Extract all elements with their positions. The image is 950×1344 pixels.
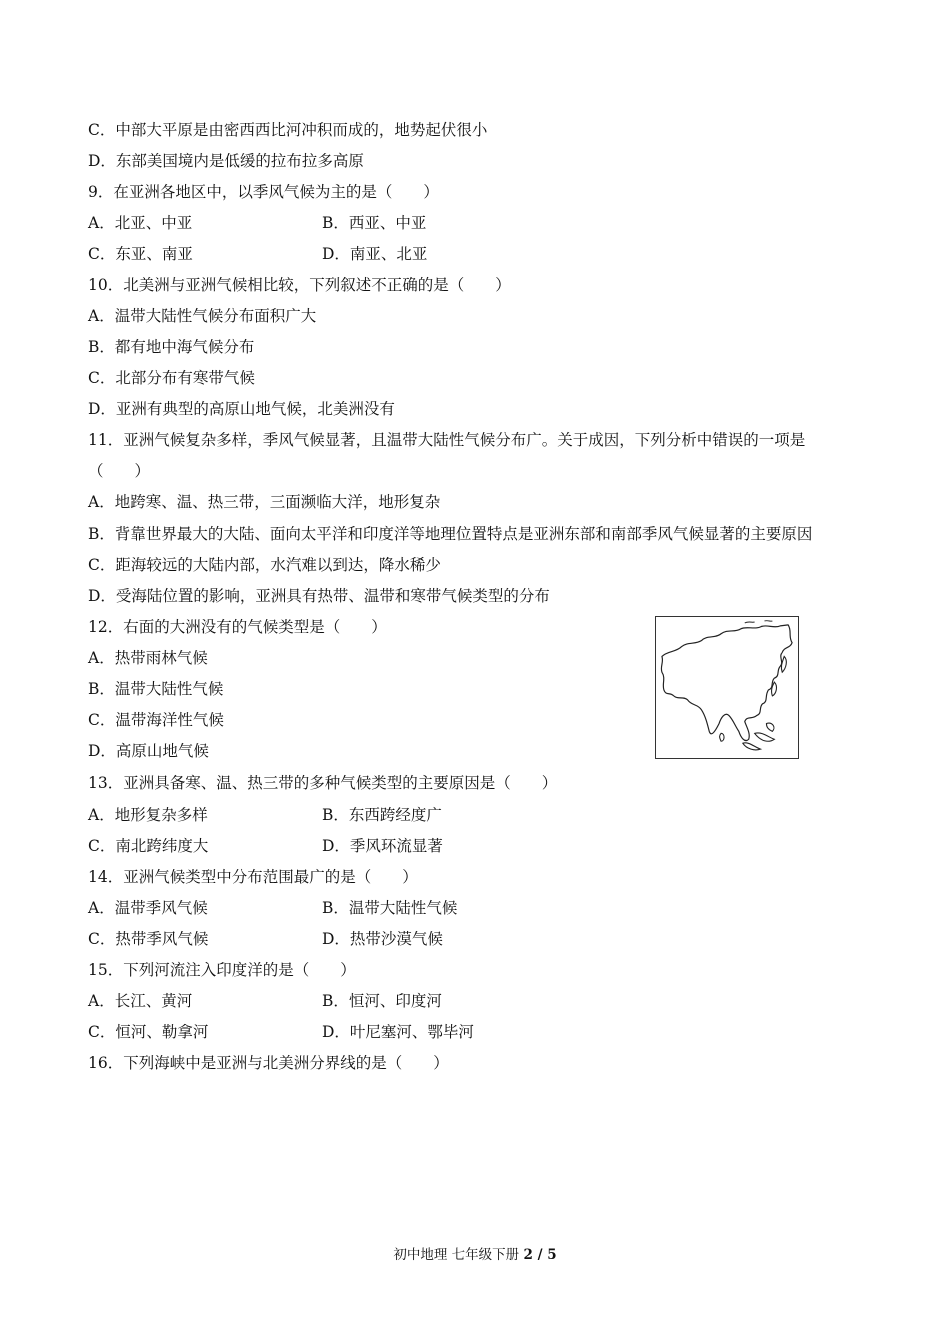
q8-option-c: C．中部大平原是由密西西比河冲积而成的，地势起伏很小 [88,121,488,139]
q9-stem: 9．在亚洲各地区中，以季风气候为主的是（ ） [88,183,439,201]
q13-option-b: B．东西跨经度广 [322,806,442,824]
q13-option-d: D．季风环流显著 [322,837,443,855]
q15-option-b: B．恒河、印度河 [322,992,442,1010]
q15-option-c: C．恒河、勒拿河 [88,1023,209,1041]
page-number: 2 / 5 [523,1247,557,1263]
q11-stem: 11．亚洲气候复杂多样，季风气候显著，且温带大陆性气候分布广。关于成因，下列分析中错误的一项是 [88,431,806,449]
q10-option-b: B．都有地中海气候分布 [88,338,255,356]
q12-option-c: C．温带海洋性气候 [88,711,224,729]
q15-option-a: A．长江、黄河 [88,992,193,1010]
page-footer [0,1246,950,1264]
q11-option-c: C．距海较远的大陆内部，水汽难以到达，降水稀少 [88,556,441,574]
q14-option-a: A．温带季风气候 [88,899,208,917]
asia-map-icon [656,617,798,758]
q13-stem: 13．亚洲具备寒、温、热三带的多种气候类型的主要原因是（ ） [88,774,558,792]
q14-stem: 14．亚洲气候类型中分布范围最广的是（ ） [88,868,418,886]
q16-stem: 16．下列海峡中是亚洲与北美洲分界线的是（ ） [88,1054,449,1072]
q9-option-a: A．北亚、中亚 [88,214,193,232]
q10-option-d: D．亚洲有典型的高原山地气候，北美洲没有 [88,400,395,418]
q14-option-b: B．温带大陆性气候 [322,899,458,917]
q14-option-d: D．热带沙漠气候 [322,930,443,948]
q10-stem: 10．北美洲与亚洲气候相比较，下列叙述不正确的是（ ） [88,276,511,294]
asia-outline-map [655,616,799,759]
q9-option-c: C．东亚、南亚 [88,245,193,263]
q13-option-a: A．地形复杂多样 [88,806,208,824]
q12-stem: 12．右面的大洲没有的气候类型是（ ） [88,618,387,636]
q12-option-d: D．高原山地气候 [88,742,209,760]
q12-option-a: A．热带雨林气候 [88,649,208,667]
q12-option-b: B．温带大陆性气候 [88,680,224,698]
q15-option-d: D．叶尼塞河、鄂毕河 [322,1023,474,1041]
q11-stem-paren: （ ） [88,462,151,480]
q13-option-c: C．南北跨纬度大 [88,837,209,855]
q10-option-a: A．温带大陆性气候分布面积广大 [88,307,317,325]
q11-option-d: D．受海陆位置的影响，亚洲具有热带、温带和寒带气候类型的分布 [88,587,550,605]
footer-title: 初中地理 七年级下册 [393,1247,524,1263]
q8-option-d: D．东部美国境内是低缓的拉布拉多高原 [88,152,364,170]
q9-option-d: D．南亚、北亚 [322,245,428,263]
q14-option-c: C．热带季风气候 [88,930,209,948]
q15-stem: 15．下列河流注入印度洋的是（ ） [88,961,356,979]
q10-option-c: C．北部分布有寒带气候 [88,369,255,387]
q11-option-a: A．地跨寒、温、热三带，三面濒临大洋，地形复杂 [88,493,441,511]
q9-option-b: B．西亚、中亚 [322,214,427,232]
q11-option-b: B．背靠世界最大的大陆、面向太平洋和印度洋等地理位置特点是亚洲东部和南部季风气候显著的主要原因 [88,525,813,543]
